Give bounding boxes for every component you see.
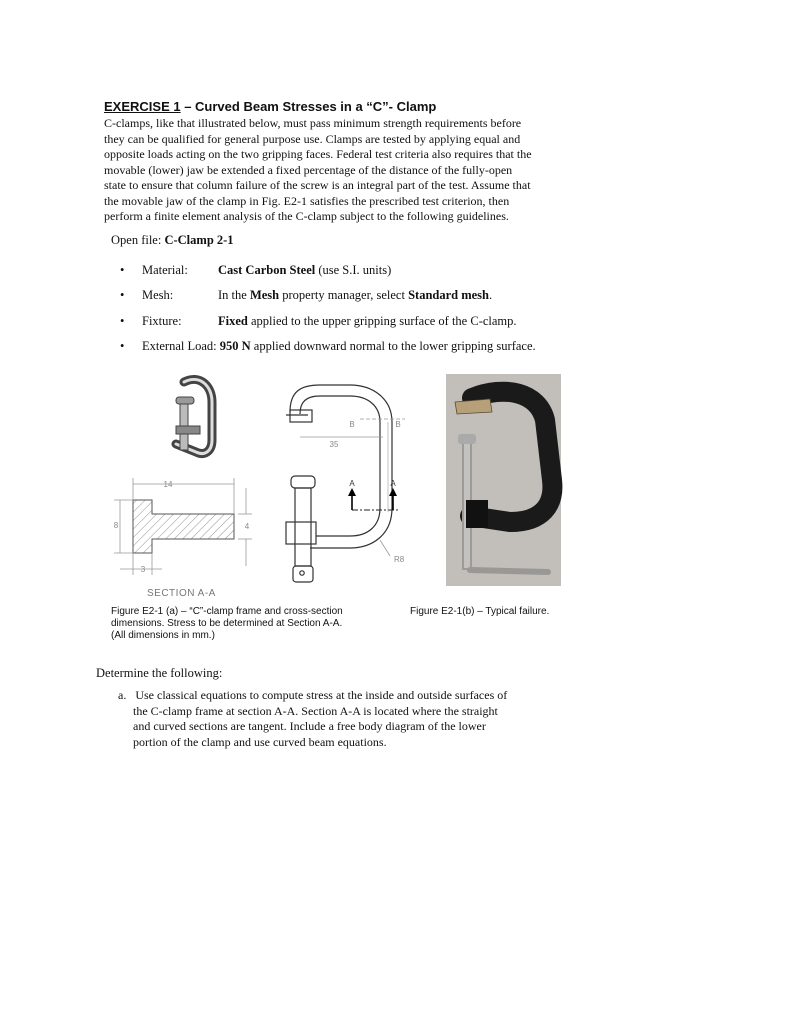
figure-caption-a: [111, 606, 343, 642]
bullet-icon: •: [120, 263, 125, 277]
material-value: Cast Carbon Steel: [218, 263, 316, 277]
fixture-text: applied to the upper gripping surface of the C-clamp.: [247, 314, 517, 328]
exercise-number: EXERCISE 1: [104, 99, 181, 114]
intro-line: opposite loads acting on the two gripping faces. Federal test criteria also requires that the: [104, 147, 532, 161]
dim-r8: R8: [394, 555, 405, 564]
intro-line: perform a finite element analysis of the C-clamp subject to the following guidelines.: [104, 209, 509, 223]
section-b-right: B: [395, 420, 401, 429]
item-line: Use classical equations to compute stress at the inside and outside surfaces of: [135, 688, 508, 702]
dim-3: 3: [140, 565, 146, 574]
guideline-mesh: [120, 288, 492, 303]
clamp-3d-icon: [176, 379, 212, 453]
item-line: the C-clamp frame at section A-A. Section A-A is located where the straight: [133, 703, 498, 718]
item-line: and curved sections are tangent. Include a free body diagram of the lower: [133, 719, 486, 733]
guideline-label: External Load:: [142, 339, 220, 353]
open-file-name: C-Clamp 2-1: [164, 233, 234, 247]
caption-line: dimensions. Stress to be determined at Section A-A.: [111, 618, 343, 629]
mesh-text: In the: [218, 288, 250, 302]
task-item-a: [118, 688, 507, 750]
exercise-heading: – Curved Beam Stresses in a “C”- Clamp: [180, 99, 437, 114]
load-text: applied downward normal to the lower gripping surface.: [250, 339, 536, 353]
open-file-line: [111, 233, 234, 248]
bullet-icon: •: [120, 288, 125, 302]
section-b-left: B: [349, 420, 355, 429]
dim-4: 4: [244, 522, 250, 531]
section-a-right: A: [390, 479, 396, 488]
mesh-bold: Mesh: [249, 288, 280, 302]
guideline-material: [120, 263, 391, 278]
exercise-title: [104, 99, 436, 114]
caption-line: (All dimensions in mm.): [111, 630, 215, 641]
dim-35: 35: [329, 440, 339, 449]
arrowhead-icon: [389, 488, 397, 496]
section-aa-drawing: [114, 478, 252, 575]
load-bold: 950 N: [219, 339, 251, 353]
intro-paragraph: [104, 116, 574, 225]
fixture-bold: Fixed: [218, 314, 248, 328]
intro-line: state to ensure that column failure of the screw is an integral part of the test. Assume that: [104, 178, 531, 192]
dim-8: 8: [113, 521, 119, 530]
guideline-load: [120, 339, 536, 354]
mesh-bold: Standard mesh: [408, 288, 489, 302]
guideline-fixture: [120, 314, 517, 329]
intro-line: C-clamps, like that illustrated below, must pass minimum strength requirements before: [104, 116, 522, 130]
intro-line: movable (lower) jaw be extended a fixed percentage of the distance of the fully-open: [104, 162, 513, 177]
figure-e2-1: [0, 365, 791, 605]
section-label: SECTION A-A: [147, 588, 216, 599]
guideline-label: Fixture:: [142, 314, 182, 328]
mesh-text: property manager, select: [279, 288, 409, 302]
figure-caption-b: Figure E2-1(b) – Typical failure.: [410, 606, 550, 617]
material-note: (use S.I. units): [315, 263, 392, 277]
mesh-text: .: [489, 288, 493, 302]
failed-clamp-photo: [446, 374, 561, 586]
determine-heading: Determine the following:: [96, 666, 223, 680]
guideline-label: Material:: [142, 263, 188, 277]
bullet-icon: •: [120, 339, 125, 353]
section-a-left: A: [349, 479, 355, 488]
arrowhead-icon: [348, 488, 356, 496]
item-line: portion of the clamp and use curved beam equations.: [133, 734, 387, 749]
intro-line: they can be qualified for general purpose use. Clamps are tested by applying equal and: [104, 131, 521, 146]
bullet-icon: •: [120, 314, 125, 328]
open-file-label: Open file:: [111, 233, 165, 247]
intro-line: the movable jaw of the clamp in Fig. E2-1 satisfies the prescribed test criterion, then: [104, 193, 510, 208]
c-clamp-frame-drawing: [286, 385, 405, 582]
item-marker: a.: [118, 688, 127, 702]
caption-line: Figure E2-1 (a) – “C”-clamp frame and cross-section: [111, 606, 343, 617]
guideline-label: Mesh:: [142, 288, 174, 302]
dim-14: 14: [163, 480, 173, 489]
